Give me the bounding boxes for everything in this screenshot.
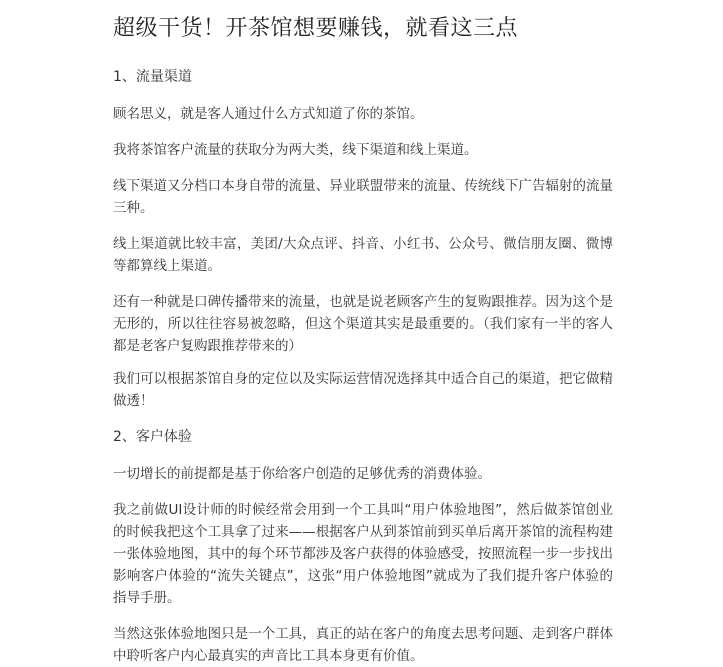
paragraph: 一切增长的前提都是基于你给客户创造的足够优秀的消费体验。 <box>113 466 491 482</box>
paragraph: 还有一种就是口碑传播带来的流量，也就是说老顾客产生的复购跟推荐。因为这个是无形的，所以往往容易被忽略，但这个渠道其实是最重要的。（我们家有一半的客人都是老客户复购跟推荐带来的） <box>113 294 613 354</box>
section-heading-customer-experience: 2、客户体验 <box>113 429 192 445</box>
paragraph: 我之前做UI设计师的时候经常会用到一个工具叫“用户体验地图”，然后做茶馆创业的时候我把这个工具拿了过来——根据客户从到茶馆前到买单后离开茶馆的流程构建一张体验地图，其中的每个环节都涉及客户获得的体验感受，按照流程一步一步找出影响客户体验的“流失关键点”，这张“用户体验地图”就成为了我们提升客户体验的指导手册。 <box>113 502 613 606</box>
paragraph: 线上渠道就比较丰富，美团/大众点评、抖音、小红书、公众号、微信朋友圈、微博等都算线上渠道。 <box>113 236 613 274</box>
section-heading-traffic-channels: 1、流量渠道 <box>113 69 192 85</box>
paragraph: 顾名思义，就是客人通过什么方式知道了你的茶馆。 <box>113 106 424 122</box>
paragraph: 线下渠道又分档口本身自带的流量、异业联盟带来的流量、传统线下广告辐射的流量三种。 <box>113 178 613 216</box>
article-title: 超级干货！开茶馆想要赚钱，就看这三点 <box>113 16 519 41</box>
paragraph: 当然这张体验地图只是一个工具，真正的站在客户的角度去思考问题、走到客户群体中聆听客户内心最真实的声音比工具本身更有价值。 <box>113 626 613 664</box>
paragraph: 我将茶馆客户流量的获取分为两大类，线下渠道和线上渠道。 <box>113 142 478 158</box>
paragraph: 我们可以根据茶馆自身的定位以及实际运营情况选择其中适合自己的渠道，把它做精做透！ <box>113 371 613 409</box>
